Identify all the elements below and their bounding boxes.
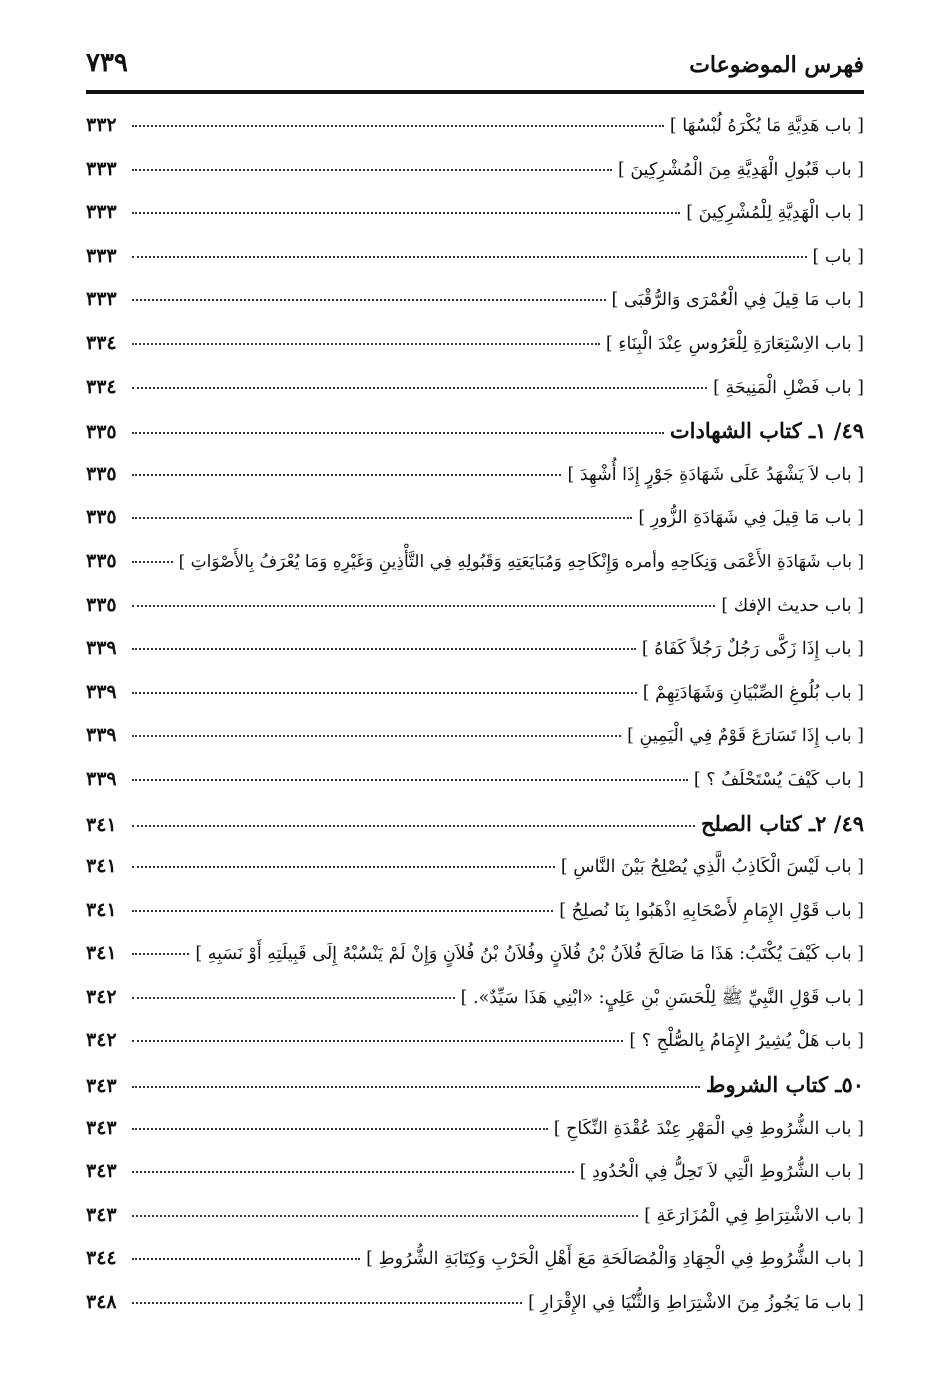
entry-page-number: ٣٣٩ [86,637,117,660]
page-header [86,48,864,88]
toc-entry [86,984,864,1028]
entry-title: [ باب شَهَادَةِ الأَعْمَى وَنِكَاحِهِ وأمره وَإِنْكَاحِهِ وَمُبَايَعَتِهِ وَقَبُولِهِ فِي التَّأْذِينِ وَغَيْرِهِ وَمَا يُعْرَفُ بِالأَصْوَاتِ ] [178,551,864,572]
entry-page-number: ٣٣٩ [86,680,117,703]
chapter-title: ٤٩/ ٢ـ كتاب الصلح [700,810,864,836]
entry-page-number: ٣٤٢ [86,985,117,1008]
entry-page-number: ٣٣٥ [86,421,117,444]
entry-title: [ باب الاِسْتِعَارَةِ لِلْعَرُوسِ عِنْدَ الْبِنَاءِ ] [605,333,864,354]
toc-entry [86,679,864,723]
toc-entry [86,1202,864,1246]
entry-page-number: ٣٤٨ [86,1291,117,1314]
entry-title: [ باب قَبُولِ الْهَدِيَّةِ مِنَ الْمُشْرِكِينَ ] [617,159,864,180]
entry-page-number: ٣٤٣ [86,1203,117,1226]
entry-page-number: ٣٣٣ [86,244,117,267]
page-number: ٧٣٩ [86,48,128,78]
toc-entry [86,1158,864,1202]
entry-title: [ باب هَدِيَّةِ مَا يُكْرَهُ لُبْسُهَا ] [669,116,864,136]
entry-page-number: ٣٣٢ [86,114,117,136]
entry-title: [ باب مَا قِيلَ فِي شَهَادَةِ الزُّورِ ] [638,508,864,529]
toc-entry [86,766,864,810]
entry-title: [ باب لَيْسَ الْكَاذِبُ الَّذِي يُصْلِحُ بَيْنَ النَّاسِ ] [560,857,864,878]
toc-entry [86,722,864,766]
dot-leader [132,1086,700,1088]
dot-leader [132,299,606,301]
toc-entry [86,1115,864,1159]
entry-page-number: ٣٤٣ [86,1116,117,1139]
entry-page-number: ٣٤١ [86,898,117,921]
dot-leader [132,125,664,127]
toc-entry [86,592,864,636]
entry-page-number: ٣٣٩ [86,767,117,790]
entry-page-number: ٣٣٤ [86,375,117,398]
dot-leader [132,256,807,258]
entry-page-number: ٣٤١ [86,855,117,878]
entry-title: [ باب كَيْفَ يُكْتَبُ: هَذَا مَا صَالَحَ فُلاَنُ بْنُ فُلاَنٍ وفُلاَنُ بْنُ فُلاَنٍ وَإِنْ لَمْ يَنْسُبْهُ إِلَى قَبِيلَتِهِ أَوْ نَسَبِهِ ] [195,944,864,965]
dot-leader [132,1215,638,1217]
entry-title: [ باب إِذَا زَكَّى رَجُلٌ رَجُلاً كَفَاهُ ] [641,639,864,660]
dot-leader [132,517,632,519]
toc-entry [86,156,864,200]
dot-leader [132,432,664,434]
entry-title: [ باب قَوْلِ الإِمَامِ لأَصْحَابِهِ اذْهَبُوا بِنَا نُصلِحُ ] [559,900,864,921]
entry-title: [ باب مَا قِيلَ فِي الْعُمْرَى وَالرُّقْبَى ] [611,290,864,311]
running-title: فهرس الموضوعات [689,52,864,78]
dot-leader [132,997,455,999]
dot-leader [132,343,600,345]
dot-leader [132,825,695,827]
entry-title: [ باب لاَ يَشْهَدُ عَلَى شَهَادَةِ جَوْرٍ إِذَا أُشْهِدَ ] [567,464,864,485]
entry-page-number: ٣٣٥ [86,462,117,485]
dot-leader [132,561,173,563]
entry-title: [ باب هَلْ يُشِيرُ الإِمَامُ بِالصُّلْحِ ؟ ] [629,1031,864,1052]
dot-leader [132,953,189,955]
toc-entry [86,940,864,984]
toc-entry [86,286,864,330]
entry-title: [ باب فَضْلِ الْمَنِيحَةِ ] [713,377,864,398]
chapter-heading [86,810,864,854]
entry-page-number: ٣٤١ [86,813,117,836]
toc-entry [86,1245,864,1289]
entry-page-number: ٣٣٥ [86,549,117,572]
entry-title: [ باب الاشْتِرَاطِ فِي الْمُزَارَعَةِ ] [644,1205,864,1226]
entry-page-number: ٣٣٣ [86,201,117,224]
dot-leader [132,387,707,389]
dot-leader [132,910,553,912]
entry-title: [ باب الْهَدِيَّةِ لِلْمُشْرِكِينَ ] [686,203,864,224]
dot-leader [132,1128,548,1130]
entry-title: [ باب كَيْفَ يُسْتَحْلَفُ ؟ ] [693,769,864,790]
chapter-heading [86,1071,864,1115]
dot-leader [132,212,680,214]
toc-entry [86,504,864,548]
entry-title: [ باب حديث الإفك ] [721,595,864,616]
entry-page-number: ٣٣٣ [86,157,117,180]
chapter-title: ٤٩/ ١ـ كتاب الشهادات [669,418,864,444]
toc-entry [86,853,864,897]
entry-page-number: ٣٣٩ [86,724,117,747]
entry-title: [ باب بُلُوغِ الصِّبْيَانِ وَشَهَادَتِهِمْ ] [642,682,864,703]
dot-leader [132,1302,522,1304]
entry-title: [ باب الشُّرُوطِ الَّتِي لاَ تَحِلُّ فِي الْحُدُودِ ] [579,1162,864,1183]
toc-entry [86,1289,864,1333]
toc-entry [86,1027,864,1071]
entry-title: [ باب الشُّرُوطِ فِي الْمَهْرِ عِنْدَ عُقْدَةِ النِّكَاحِ ] [553,1118,864,1139]
entry-page-number: ٣٣٣ [86,288,117,311]
toc-entry [86,548,864,592]
entry-page-number: ٣٤١ [86,942,117,965]
entry-title: [ باب الشُّرُوطِ فِي الْجِهَادِ وَالْمُصَالَحَةِ مَعَ أَهْلِ الْحَرْبِ وَكِتَابَةِ الشُّرُوطِ ] [366,1249,864,1270]
toc-entry [86,330,864,374]
header-rule [86,90,864,94]
dot-leader [132,866,555,868]
entry-title: [ باب إِذَا تَسَارَعَ قَوْمٌ فِي الْيَمِينِ ] [627,726,864,747]
entry-page-number: ٣٤٣ [86,1160,117,1183]
toc-entry [86,199,864,243]
entry-title: [ باب قَوْلِ النَّبِيِّ ﷺ لِلْحَسَنِ بْنِ عَلِيٍ: «ابْنِي هَذَا سَيِّدٌ». ] [460,987,864,1008]
entry-title: [ باب مَا يَجُوزُ مِنَ الاشْتِرَاطِ وَالثُّنْيَا فِي الإِقْرَارِ ] [528,1293,864,1314]
toc-entry [86,374,864,418]
dot-leader [132,779,688,781]
chapter-title: ٥٠ـ كتاب الشروط [706,1072,864,1098]
chapter-heading [86,417,864,461]
dot-leader [132,474,561,476]
dot-leader [132,1258,360,1260]
entry-page-number: ٣٣٥ [86,506,117,529]
dot-leader [132,1040,623,1042]
toc-entry [86,897,864,941]
toc-entry [86,243,864,287]
entry-page-number: ٣٤٣ [86,1075,117,1098]
entry-title: [ باب ] [812,246,864,267]
toc-entry [86,112,864,156]
entry-page-number: ٣٣٤ [86,331,117,354]
dot-leader [132,692,637,694]
table-of-contents [86,112,864,1333]
dot-leader [132,1171,574,1173]
entry-page-number: ٣٣٥ [86,593,117,616]
dot-leader [132,169,612,171]
toc-entry [86,461,864,505]
dot-leader [132,735,621,737]
entry-page-number: ٣٤٤ [86,1247,117,1270]
dot-leader [132,605,715,607]
dot-leader [132,648,636,650]
entry-page-number: ٣٤٢ [86,1029,117,1052]
toc-entry [86,635,864,679]
